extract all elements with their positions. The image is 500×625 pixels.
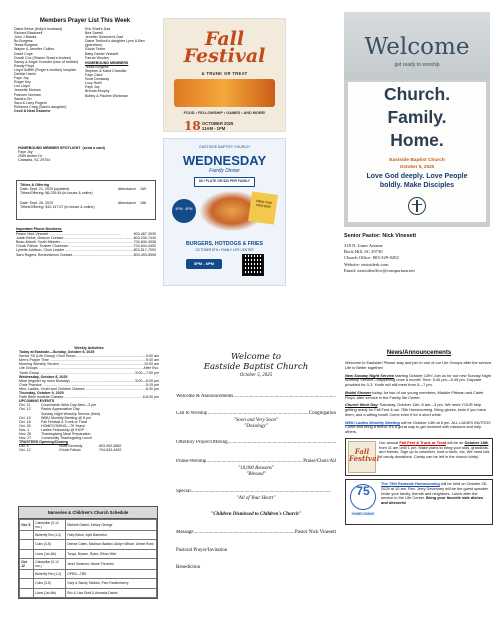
fall-day: 18 [184, 119, 201, 132]
event-row: Nov. 27 Community Thanksgiving Lunch [19, 436, 93, 441]
wed-hours: 5PM - 6PM [186, 259, 222, 269]
members-prayer-list [14, 18, 156, 113]
children-dismissed-line: "Children Dismissed to Children's Church" [210, 512, 302, 517]
welcome-date: October 5, 2025 [399, 164, 435, 169]
welcome-board [348, 82, 486, 222]
phone-row: Beau Abbott, Youth Minister ..... 704-840-3538 [16, 240, 156, 244]
tithes-box [16, 180, 156, 220]
homebound-item: Bobby & Pauline Workman [85, 93, 128, 98]
welcome-tagline: get ready to worship [394, 62, 440, 68]
invitation-line: Pastoral Prayer/Invitation [176, 548, 228, 553]
wed-time-badge: 5PM - 6PM [172, 199, 196, 223]
prayer-item: Eric Shell's Dad [85, 27, 111, 31]
offertory-line: Offertory Prayer/Offering ..... [176, 440, 336, 446]
table-row: Butterfly Rm (1-2) Holly Belue, April Batchelor [20, 530, 157, 539]
event-row: Oct. 14 WMU Monthly Meeting @ 6 pm [19, 415, 91, 420]
nursery-title: Nurseries & Children's Church Schedule [19, 507, 157, 519]
welcome-church: Church. [383, 84, 451, 104]
prayer-item: Faye Joy [14, 76, 29, 81]
prayer-item: Diane Belue (Holly's husband) [14, 27, 63, 31]
table-row: Cubs (3-5) Gary & Sandy Tadlock, Pam Faulkenberry [20, 579, 157, 588]
prayer-item: Sara & Larry Rogers [14, 100, 47, 105]
event-row: Nov. 26 Thanksgiving Meal Preparation [19, 431, 91, 436]
homecoming-announcement: 75 HOMECOMING The 75th Eastside Homecoming will be held on October 26, 2025 at 10 am. Rev. Jerry Devenney will be the guest speaker. Invite your family, friends and neighbors. Lunch after the service in the Life Center. Bring your favorite side dishes and desserts! [345, 479, 493, 525]
announcements-line: Welcome & Announcements ..... [176, 394, 336, 400]
homebound-item: Stephen & Karla Chandler [85, 68, 127, 73]
table-row: Lions (1st-4th) Eric & Lisa Shell & Amanda Daniel [20, 588, 157, 597]
activity-row: Morning Worship Service ..... 10:00 am [19, 362, 159, 366]
activity-row: Men, Ladies, Youth and Children Classes ..... 6:30 pm [19, 387, 159, 391]
trustees-heading: TRUSTEES Opening/Closing [19, 440, 68, 445]
spotlight-name: Faye Joy [18, 150, 33, 155]
spotlight-city: Catawba, SC 29704 [18, 158, 51, 163]
event-row: Oct. 11 Churchwide Work Day 8am—3 pm [19, 403, 97, 408]
trustees [19, 440, 159, 452]
fall-details: FOOD • FELLOWSHIP • GAMES • AND MORE! [183, 111, 266, 115]
news-title: News/Announcements [386, 350, 452, 356]
activity-row: Men's Prayer Time ..... 9:40 am [19, 358, 159, 362]
table-row: Lions (1st-4th) Tonya, Brysen, Rylee, Ethan Weir [20, 549, 157, 558]
trustee-row: Oct. 12 Chuck Fallow 704-634-4492 [19, 448, 122, 453]
news-announcements [345, 350, 493, 528]
prayer-item: Sandra Orr [14, 96, 32, 101]
news-paragraph: Welcome to Eastside! Please stay and join in one of our Life Groups after the service. Life is Better together! [345, 360, 493, 370]
homebound-item: Faye Clark [85, 73, 103, 78]
activities-title: Weekly Activities [74, 346, 104, 350]
news-paragraph: Church Work Day: Saturday, October 11th, 8 am—3 pm. We need YOUR help getting ready for Fall Fest & our 75th Homecoming. Bring gloves, tools if you have them, and a willing heart! Come even if for a short while. [345, 402, 486, 417]
prayer-item: John J Blanks [14, 35, 37, 40]
doxology-line: "Doxology" [244, 424, 268, 429]
church-email[interactable]: Email: eastsideoffice@comporium.net [344, 267, 415, 273]
homebound-item: Tessa Burgess [85, 64, 109, 69]
qr-code-icon [242, 254, 264, 276]
activity-row: Faith Bible Institute Classes ..... 6-8:30 pm [19, 395, 159, 399]
hymn-line: "10,000 Reasons" [238, 466, 274, 471]
phone-row: Chuck Fallow, Trustee Chairman ..... 704-634-4492 [16, 244, 156, 248]
welcome-graphic [344, 12, 490, 227]
news-paragraph: Bridal Shower today, for two of our young members, Maddie Pittman and Caleb Floyd, after service in the Family life Center. [345, 389, 484, 400]
prayer-columns [14, 27, 156, 113]
prayer-item: Wayne & Jennifer Collins [14, 47, 55, 52]
phone-row: Justin Belue, Deacon Contact ..... 803-230-7440 [16, 236, 156, 240]
pastor-info [344, 233, 494, 274]
activity-row: Youth Group ..... 5:00—7:00 pm [19, 371, 159, 375]
nursery-schedule [18, 506, 158, 599]
nursery-table [19, 519, 157, 598]
prayer-column-right [85, 27, 156, 113]
prayer-item: Dovall Cox (Sharon Shaw's brother) [14, 55, 72, 60]
prayer-item: Gloria Tinker [85, 47, 106, 52]
message-line: Message ..... Pastor Nick Vinesett [176, 530, 336, 536]
welcome-motto: Love God deeply. Love People boldly. Make Disciples [366, 173, 468, 189]
pastor-address-1: 318 N. Jones Avenue [344, 243, 383, 248]
activity-row: Meal (register by noon Monday) ..... 5:00—6:00 pm [19, 379, 159, 383]
homebound-item: Faye Joy [85, 85, 100, 90]
order-date: October 5, 2025 [239, 373, 273, 378]
homebound-title: HOMEBOUND MEMBERS [85, 60, 129, 65]
benediction-line: Benediction [176, 565, 201, 570]
prayer-item: David Cope [14, 51, 33, 56]
prayer-item: Sandy & Angie Crowder (loss of brother) [14, 59, 79, 64]
welcome-family: Family. [387, 107, 447, 127]
phone-row: Lynette Addison, Choir Leader ..... 803-517-7092 [16, 248, 156, 252]
tithes-title: Tithes & Offering [20, 183, 50, 187]
church-office-phone: Church Office: 803-329-0202 [344, 255, 399, 261]
pastor-title: Senior Pastor: Nick Vinesett [344, 233, 417, 239]
prayer-item: Roger Key [14, 80, 31, 85]
praise-worship-line: Praise/Worship ..... Praise/Choir/All [176, 459, 336, 465]
news-paragraph: New Sunday Night Service starting October 12th! Join us for our new Sunday Night Worship Service—happening once a month! Time: 5:45 pm—6:45 pm. Daycare provided for 0-3. Youth will still meet from 5—7 pm. [345, 372, 491, 387]
prayer-column-left [14, 27, 85, 113]
homebound-item: Scott Dunaway [85, 77, 110, 82]
tithes-amount-2: Tithes/Offering: $10,147.57 (in-house & online) [20, 205, 95, 210]
table-row: Oct. 12 Caterpillar (0-12 mo.) Jenni Swanner, Nicole Thrombo [20, 558, 157, 569]
tithes-date-2: Date: Sept. 28, 2025 [20, 201, 53, 206]
prayer-item: Bea Sarrell [85, 31, 103, 36]
wednesday-heading: Wednesday, October 8, 2025 [19, 374, 68, 379]
prayer-item: Frances Norman [14, 92, 41, 97]
tithes-date-1: Date: Sept. 21, 2025 (updated) [20, 187, 70, 192]
attendance-label-2: Attendance [117, 201, 136, 206]
wed-family-dinner: Family Dinner [209, 168, 240, 174]
fall-subtitle: & TRUNK OR TREAT [201, 71, 248, 76]
event-row: Oct. 18 Fall Festival & Trunk or Treat [19, 419, 87, 424]
prayer-item: Baby Daniel Vinesett [85, 51, 119, 56]
event-row: Nov. 1 Ladies Fellowship @ IHOP [19, 427, 84, 432]
anniversary-75-icon: 75 HOMECOMING [351, 484, 375, 517]
wed-price-banner: $5 / PLATE OR $20 PER FAMILY [194, 177, 255, 187]
prayer-item: Jennifer Swanner's Dad [85, 35, 124, 40]
prayer-item: Diane Tedlock's daughter Lynn & Ben [85, 39, 145, 44]
wed-dates: OCTOBER 8TH • FAMILY LIFE CENTER [195, 248, 254, 252]
phone-numbers [16, 227, 156, 257]
hymn-line: "Soon and Very Soon" [233, 418, 279, 423]
fall-title: Fall Festival [183, 28, 266, 67]
event-row: Oct. 26 HOMECOMING—75 Years! [19, 423, 86, 428]
activity-row: Senior SS (Life Group) Choir Room ..... 9:00 am [19, 354, 159, 358]
wed-church-name: EASTSIDE BAPTIST CHURCH [199, 145, 250, 149]
wed-title: WEDNESDAY [182, 153, 267, 168]
phones-title: Important Phone Numbers: [16, 227, 63, 231]
wed-tag: FREE FOR VISITORS [248, 191, 278, 224]
tithes-amount-1: Tithes/Offering: $6,239.45 (in-house & online) [20, 191, 93, 196]
hymn-line: "Blessed" [246, 472, 266, 477]
call-to-worship-line: Call to Worship ..... Congregation [176, 411, 336, 417]
prayer-item: Lou Lloyd [14, 84, 30, 89]
spotlight-title: HOMEBOUND MEMBER SPOTLIGHT [18, 146, 81, 150]
upcoming-heading: UPCOMING EVENTS [19, 399, 55, 404]
thursday-heading: Thursday, October 9, 2025 [19, 391, 64, 396]
today-heading: Today at Eastside—Sunday, October 5, 2025 [19, 350, 95, 355]
cross-icon [408, 197, 426, 215]
attendance-1: 169 [140, 187, 146, 192]
event-row: Sunday Night Worship Service (New) [41, 411, 101, 416]
special-line: Special ..... [176, 489, 336, 495]
prayer-item: Farrah Wooten [85, 55, 109, 60]
weekly-activities [19, 346, 159, 452]
prayer-item: (grandson) [85, 43, 103, 48]
fall-date-text: OCTOBER 2025 11AM - 1PM [202, 121, 234, 131]
fall-festival-thumbnail: Fall Festival [348, 441, 376, 473]
wed-menu: BURGERS, HOTDOGS & FRIES [186, 241, 263, 247]
prayer-item: Jeanette Morrow [14, 88, 41, 93]
event-row: Oct. 12 Pastor Appreciation Day [19, 407, 80, 412]
news-paragraph: WMU Ladies Monthly Meeting will be October 14th at 6 pm. ALL LADIES INVITED! Come and bring a friend. It's a great way to get involved with missions and help others. [345, 419, 491, 435]
prayer-item: Lloyd Griffith (Roger's brother) hospital [14, 67, 76, 72]
spotlight-street: 2089 Amber Dr. [18, 154, 43, 159]
order-of-service [176, 352, 336, 570]
welcome-home: Home. [390, 130, 444, 150]
fall-fest-announcement: Fall Festival Our annual Fall Fest & Trunk or Treat will be on October 18th from 11 am until 1 pm. Make plans to bring your kids, grandkids, and friends. Sign up to volunteer, host a trunk, etc. We need lots of candy donations. Candy can be left in the church lobby. [345, 438, 493, 476]
welcome-church-name: Eastside Baptist Church [389, 158, 445, 163]
phone-row: Pastor Nick Vinesett ..... 803-487-3939 [16, 232, 156, 236]
fall-festival-poster [163, 18, 286, 132]
prayer-item: Randy Floyd [14, 63, 35, 68]
prayer-item: Richard Blackwell [14, 31, 43, 36]
table-row: Butterfly Rm (1-2) OPEN—TBD [20, 569, 157, 578]
homebound-item: Brenda Murphy [85, 89, 110, 94]
wednesday-dinner-poster [163, 138, 286, 286]
welcome-word: Welcome [364, 34, 470, 60]
homebound-spotlight [18, 146, 158, 162]
prayer-item: Cecil & Neal Osborne [14, 108, 51, 113]
spotlight-note: (send a card) [82, 146, 105, 150]
special-song-line: "All of Your Heart" [236, 496, 276, 501]
prayer-item: Bo Burgess [14, 39, 33, 44]
activity-row: Life Groups ..... After Svc. [19, 366, 159, 370]
pumpkins-image [174, 79, 275, 107]
prayer-list-title: Members Prayer List This Week [39, 18, 131, 24]
phone-row: Sara Rogers, Benevolence Contact ..... 803-493-5596 [16, 253, 156, 257]
prayer-item: Tessa Burgess [14, 43, 38, 48]
church-website[interactable]: Website: eastsiderh.com [344, 261, 389, 267]
table-row: Oct. 5 Caterpillar (0-12 mo.) Michele Daniel, Kelsey George [20, 520, 157, 531]
activity-row: Choir Practice ..... 5:15 pm [19, 383, 159, 387]
homebound-item: Lucy Hoell [85, 81, 102, 86]
prayer-item: Debbie Harris [14, 72, 36, 77]
table-row: Cubs (3-5) Denise Cates, Madison Ballard, Addyn Wilson, Aimee Ronk [20, 540, 157, 549]
prayer-item: Rebecca Craig (Sara's daughter) [14, 104, 67, 109]
trustee-row: Oct. 5 Scott Kennedy 803-992-5882 [19, 444, 122, 449]
attendance-2: 188 [140, 201, 146, 206]
order-title: Welcome to Eastside Baptist Church [203, 352, 309, 372]
pastor-address-2: Rock Hill, SC 29730 [344, 249, 383, 255]
attendance-label-1: Attendance [117, 187, 136, 192]
